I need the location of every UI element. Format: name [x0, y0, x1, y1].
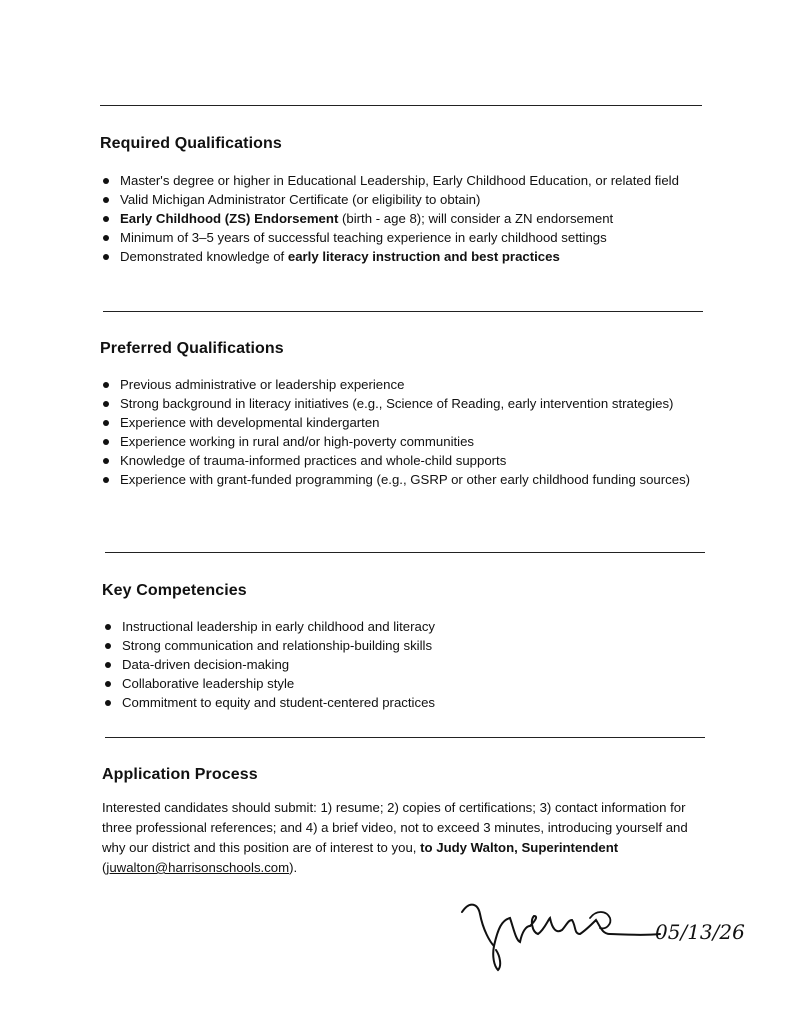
- section-heading: Key Competencies: [102, 582, 247, 599]
- list-item: Data-driven decision-making: [102, 655, 712, 674]
- key-competencies-section: [102, 582, 712, 712]
- list-item: Experience with developmental kindergarten: [100, 413, 710, 432]
- divider: [103, 311, 703, 312]
- key-competencies-list: [102, 617, 712, 712]
- divider: [100, 105, 702, 106]
- list-item: Minimum of 3–5 years of successful teaching experience in early childhood settings: [100, 228, 710, 247]
- application-process-section: [102, 766, 714, 878]
- list-item: Collaborative leadership style: [102, 674, 712, 693]
- list-item: Experience with grant-funded programming (e.g., GSRP or other early childhood funding sources): [100, 470, 710, 489]
- application-instructions: Interested candidates should submit: 1) resume; 2) copies of certifications; 3) contact information for three professional references; and 4) a brief video, not to exceed 3 minutes, introducing yourself and why our district and this position are of interest to you, to Judy Walton, Superintendent (juwalton@harrisonschools.com).: [102, 800, 688, 875]
- divider: [105, 552, 705, 553]
- section-heading: Preferred Qualifications: [100, 340, 284, 357]
- email-link[interactable]: juwalton@harrisonschools.com: [106, 860, 290, 875]
- list-item: Previous administrative or leadership experience: [100, 375, 710, 394]
- list-item: Experience working in rural and/or high-poverty communities: [100, 432, 710, 451]
- signature-date: 05/13/26: [655, 920, 745, 944]
- required-qualifications-list: [100, 171, 710, 266]
- list-item: Demonstrated knowledge of early literacy instruction and best practices: [100, 247, 710, 266]
- preferred-qualifications-section: [100, 340, 710, 489]
- divider: [105, 737, 705, 738]
- required-qualifications-section: [100, 135, 710, 266]
- list-item: Master's degree or higher in Educational Leadership, Early Childhood Education, or related field: [100, 171, 710, 190]
- section-heading: Required Qualifications: [100, 135, 282, 152]
- list-item: Instructional leadership in early childhood and literacy: [102, 617, 712, 636]
- list-item: Commitment to equity and student-centered practices: [102, 693, 712, 712]
- list-item: Knowledge of trauma-informed practices and whole-child supports: [100, 451, 710, 470]
- list-item: Strong background in literacy initiatives (e.g., Science of Reading, early intervention strategies): [100, 394, 710, 413]
- list-item: Early Childhood (ZS) Endorsement (birth - age 8); will consider a ZN endorsement: [100, 209, 710, 228]
- section-heading: Application Process: [102, 766, 258, 783]
- list-item: Strong communication and relationship-building skills: [102, 636, 712, 655]
- list-item: Valid Michigan Administrator Certificate (or eligibility to obtain): [100, 190, 710, 209]
- preferred-qualifications-list: [100, 375, 710, 489]
